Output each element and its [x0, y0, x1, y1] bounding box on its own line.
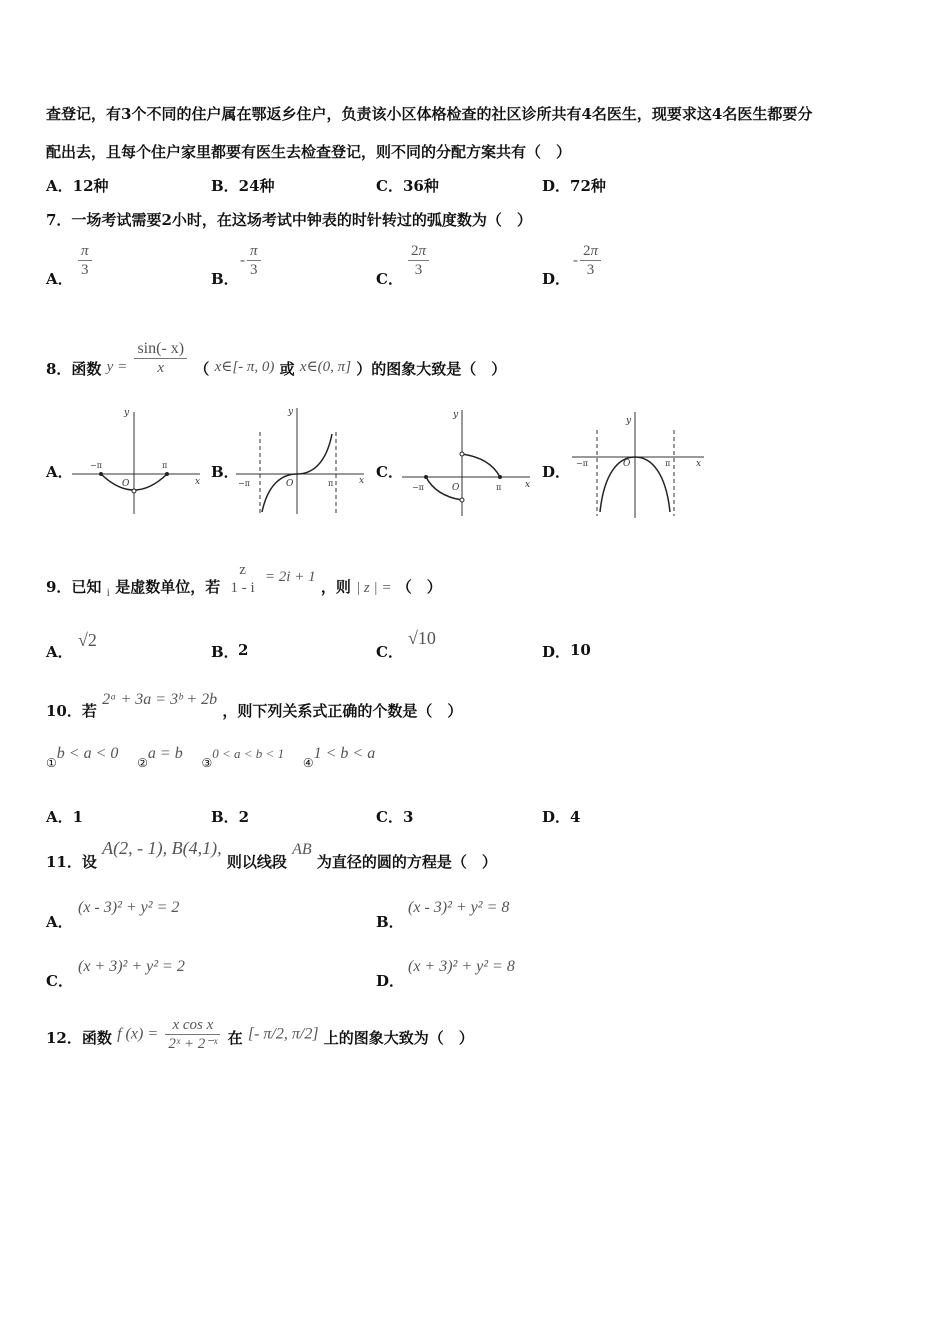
q8-stem [46, 326, 507, 378]
q7-option-a-value: $\frac{\pi}{3}$ [76, 242, 94, 279]
q8-graph-d[interactable] [570, 404, 710, 520]
q8-y: y = [106, 358, 128, 375]
q6-text-line1: 查登记，有3个不同的住户属在鄂返乡住户，负责该小区体格检查的社区诊所共有4名医生，现要求这4名医生都要分 [46, 105, 813, 123]
q12-den: 2ˣ + 2⁻ˣ [168, 1036, 218, 1052]
q8-option-c-label[interactable]: C． [376, 463, 403, 481]
q9-option-c-value: √10 [408, 628, 436, 648]
graph-b-neg-pi: −π [238, 479, 250, 488]
graph-b-y-label: y [288, 407, 294, 417]
q9-abs: | z | = [356, 580, 392, 596]
graph-b-x-label: x [359, 476, 365, 486]
q11-option-d-value: (x + 3)² + y² = 8 [408, 958, 515, 975]
q10-item-3: ③ [201, 756, 213, 770]
q8-option-b-label[interactable]: B． [211, 463, 239, 481]
q8-domain1: x∈[- π, 0) [214, 358, 275, 375]
q8-option-d-label[interactable]: D． [542, 463, 571, 481]
q10-item-4: ④ [302, 756, 314, 770]
q7-text: 7．一场考试需要2小时，在这场考试中钟表的时针转过的弧度数为（ ） [46, 211, 532, 229]
graph-b-origin: O [286, 479, 294, 489]
graph-a-pi: π [162, 461, 168, 470]
graph-a-y-label: y [124, 408, 130, 418]
graph-d-x-label: x [696, 459, 702, 469]
q11-option-c-label[interactable]: C． [46, 972, 73, 990]
graph-a-neg-pi: −π [90, 461, 102, 470]
q11-stem [46, 838, 497, 871]
q8-or: 或 [279, 359, 295, 378]
q9-option-d-label[interactable]: D． [542, 643, 571, 661]
q6-option-a[interactable]: A．12种 [46, 177, 109, 195]
q6-option-c[interactable]: C．36种 [376, 177, 439, 195]
q11-option-a-label[interactable]: A． [46, 913, 73, 931]
q8-graph-c[interactable] [398, 404, 538, 516]
q10-option-d[interactable]: D．4 [542, 808, 581, 826]
graph-a-origin: O [122, 479, 130, 489]
q9-option-a-value: √2 [78, 630, 97, 650]
q9-frac-num: z [239, 562, 246, 578]
q7-option-b-label[interactable]: B． [211, 270, 239, 288]
q12-stem [46, 1016, 474, 1053]
q9-i: i [106, 585, 111, 599]
q10-stem [46, 688, 463, 720]
q7-option-a-label[interactable]: A． [46, 270, 73, 288]
q9-option-b-label[interactable]: B． [211, 643, 239, 661]
q10-suffix: ，则下列关系式正确的个数是（ ） [222, 702, 463, 720]
graph-d-y-label: y [626, 416, 632, 426]
q10-prefix: 10．若 [46, 702, 97, 720]
q10-relation-2: a = b [147, 745, 183, 762]
graph-a-x-label: x [195, 477, 201, 487]
q11-suffix1: 则以线段 [226, 853, 287, 871]
q9-eq: = 2i + 1 [264, 569, 316, 585]
q8-domain2: x∈(0, π] [299, 358, 352, 375]
q9-prefix: 9．已知 [46, 578, 102, 596]
q11-option-b-label[interactable]: B． [376, 913, 404, 931]
q7-option-b-value: - $\frac{\pi}{3}$ [240, 242, 263, 279]
q8-prefix: 8．函数 [46, 359, 102, 378]
graph-c-x-label: x [525, 480, 531, 490]
graph-d-neg-pi: −π [576, 459, 588, 468]
graph-d-origin: O [623, 459, 631, 469]
q7-option-d-value: - $\frac{2\pi}{3}$ [573, 242, 603, 279]
q9-option-c-label[interactable]: C． [376, 643, 403, 661]
q12-in: 在 [227, 1028, 243, 1047]
graph-d-pi: π [665, 459, 671, 468]
q9-mid2: ，则 [320, 578, 351, 596]
q11-ab: AB [292, 841, 312, 858]
q11-option-c-value: (x + 3)² + y² = 2 [78, 958, 185, 975]
q10-relations [46, 744, 376, 770]
q9-stem [46, 545, 442, 599]
q12-num: x cos x [165, 1016, 220, 1035]
q6-option-d[interactable]: D．72种 [542, 177, 606, 195]
q9-option-b-value: 2 [238, 641, 249, 659]
q8-function-den: x [157, 360, 165, 376]
q11-option-d-label[interactable]: D． [376, 972, 405, 990]
q9-mid1: 是虚数单位，若 [115, 578, 221, 596]
q8-graph-b[interactable] [232, 404, 372, 516]
q8-function [134, 340, 187, 377]
q10-relation-4: 1 < b < a [313, 745, 376, 762]
q10-item-2: ② [137, 756, 148, 770]
q11-option-b-value: (x - 3)² + y² = 8 [408, 899, 510, 916]
q10-relation-1: b < a < 0 [56, 745, 119, 762]
graph-b-pi: π [328, 479, 334, 488]
q11-option-a-value: (x - 3)² + y² = 2 [78, 899, 180, 916]
q7-option-c-label[interactable]: C． [376, 270, 403, 288]
q8-graph-a[interactable] [68, 404, 208, 516]
q8-function-num: sin(- x) [134, 340, 187, 359]
q10-option-c[interactable]: C．3 [376, 808, 414, 826]
q9-option-d-value: 10 [570, 641, 591, 659]
graph-c-y-label: y [453, 410, 459, 420]
q9-suffix: （ ） [396, 578, 442, 596]
q11-prefix: 11．设 [46, 853, 97, 871]
q6-text-line2: 配出去，且每个住户家里都要有医生去检查登记，则不同的分配方案共有（ ） [46, 143, 572, 161]
q12-suffix: 上的图象大致为（ ） [323, 1028, 474, 1047]
graph-c-neg-pi: −π [412, 483, 424, 492]
q12-fraction [165, 1016, 220, 1053]
q11-points: A(2, - 1), B(4,1), [102, 838, 222, 858]
q9-fraction [228, 561, 258, 597]
q12-fx: f (x) = [117, 1025, 159, 1043]
q8-option-a-label[interactable]: A． [46, 463, 73, 481]
q12-interval: [- π/2, π/2] [247, 1025, 319, 1043]
q10-equation: 2ᵃ + 3a = 3ᵇ + 2b [102, 691, 218, 708]
q7-option-c-value: $\frac{2\pi}{3}$ [406, 242, 431, 279]
q9-frac-den: 1 - i [230, 580, 255, 596]
graph-c-pi: π [496, 483, 502, 492]
q10-relation-3: 0 < a < b < 1 [212, 746, 285, 761]
graph-c-origin: O [452, 483, 460, 493]
q8-paren-open: （ [194, 359, 210, 378]
q7-option-d-label[interactable]: D． [542, 270, 571, 288]
q11-suffix2: 为直径的圆的方程是（ ） [316, 853, 497, 871]
q12-prefix: 12．函数 [46, 1028, 112, 1047]
q10-option-a[interactable]: A．1 [46, 808, 84, 826]
q10-option-b[interactable]: B．2 [211, 808, 250, 826]
q8-suffix: ）的图象大致是（ ） [356, 359, 507, 378]
q9-option-a-label[interactable]: A． [46, 643, 73, 661]
q6-option-b[interactable]: B．24种 [211, 177, 275, 195]
q10-item-1: ① [46, 756, 57, 770]
